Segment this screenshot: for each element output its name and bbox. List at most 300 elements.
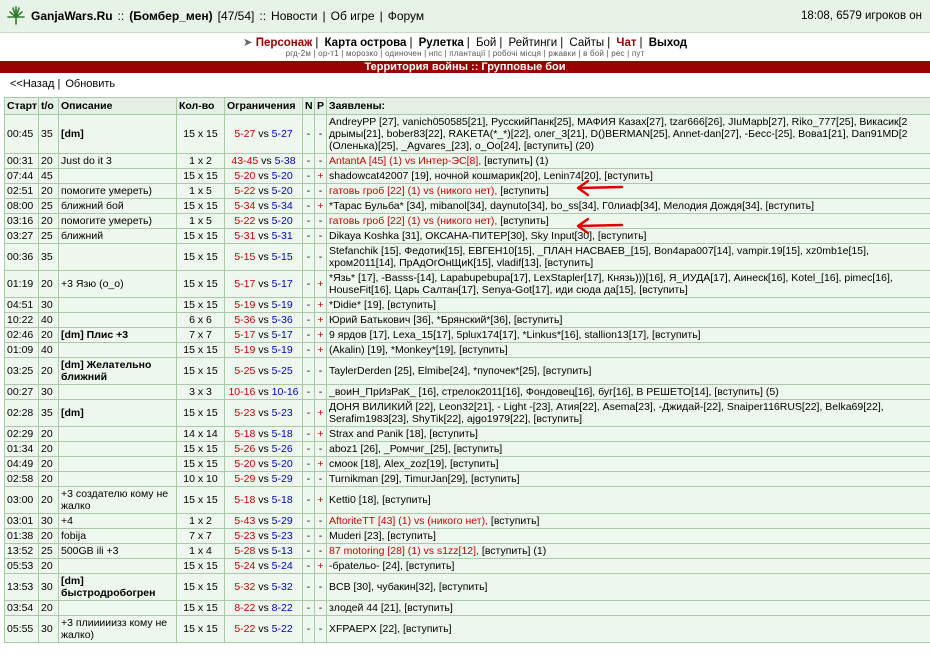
join-link[interactable]: [вступить] xyxy=(387,299,436,311)
limit-team1: 5-18 xyxy=(234,428,256,440)
players-list[interactable]: TaylerDerden [25], Elmibe[24], *пупочек*[25], xyxy=(329,365,540,377)
timeout: 20 xyxy=(39,184,59,199)
level-limits xyxy=(225,199,303,214)
user-level: [47/54] xyxy=(217,9,255,23)
players-cell xyxy=(327,400,930,427)
description xyxy=(59,472,177,487)
players-list[interactable]: _воиН_ПрИзРаК_ [16], стрелок2011[16], Фондовец[16], буг[16], В РЕШЕТО[14], xyxy=(329,386,712,398)
timeout: 30 xyxy=(39,298,59,313)
level-limits xyxy=(225,601,303,616)
start-time: 01:09 xyxy=(5,343,39,358)
team-size: 15 x 15 xyxy=(177,457,225,472)
description: [dm] быстродробогрен xyxy=(59,574,177,601)
flag-p: - xyxy=(315,115,327,154)
table-row xyxy=(5,472,930,487)
flag-n: - xyxy=(303,574,315,601)
limit-team1: 5-22 xyxy=(234,185,256,197)
flag-n: - xyxy=(303,400,315,427)
vs-label: vs xyxy=(258,386,269,398)
team-size: 1 x 4 xyxy=(177,544,225,559)
description: +4 xyxy=(59,514,177,529)
table-row xyxy=(5,229,930,244)
join-link[interactable]: [вступить] xyxy=(542,365,592,377)
join-link[interactable]: [вступить] xyxy=(481,545,531,557)
limit-team1: 8-22 xyxy=(234,602,256,614)
start-time: 03:16 xyxy=(5,214,39,229)
limit-team1: 10-16 xyxy=(228,386,256,398)
players-list[interactable]: Strax and Panik [18], xyxy=(329,428,427,440)
timeout: 20 xyxy=(39,214,59,229)
players-cell xyxy=(327,358,930,385)
join-link[interactable]: [вступить] xyxy=(513,314,563,326)
limit-team2: 5-24 xyxy=(271,560,293,572)
sub-menu[interactable]: ргд-2м | ор-т1 | морозко | одиночен | нпс | плантації | робочі місця | ржавки | в бой | рес | пут xyxy=(285,49,645,58)
flag-p: + xyxy=(315,427,327,442)
players-list[interactable]: BCB [30], чубакин[32], xyxy=(329,581,436,593)
flag-n: - xyxy=(303,154,315,169)
table-row xyxy=(5,616,930,643)
vs-label: vs xyxy=(258,344,269,356)
flag-p: + xyxy=(315,298,327,313)
start-time: 01:34 xyxy=(5,442,39,457)
join-link[interactable]: [вступить] xyxy=(597,230,647,242)
limit-team2: 5-27 xyxy=(271,128,293,140)
players-list[interactable]: Dikaya Koshka [31], ОКСАНА-ПИТЕР[30], Sky Input[30], xyxy=(329,230,595,242)
col-p: P xyxy=(315,98,327,115)
news-link[interactable]: Новости xyxy=(271,9,318,23)
players-cell xyxy=(327,487,930,514)
flag-p: - xyxy=(315,601,327,616)
start-time: 05:55 xyxy=(5,616,39,643)
level-limits xyxy=(225,313,303,328)
players-list[interactable]: *Тарас Бульба* [34], mibanol[34], daynuto[34], bo_ss[34], Г0лиаф[34], Мелодия Дождя[34], xyxy=(329,200,763,212)
start-time: 03:27 xyxy=(5,229,39,244)
level-limits xyxy=(225,514,303,529)
flag-p: + xyxy=(315,559,327,574)
flag-p: + xyxy=(315,199,327,214)
limit-team1: 5-17 xyxy=(234,278,256,290)
limit-team2: 5-13 xyxy=(271,545,293,557)
flag-n: - xyxy=(303,601,315,616)
menu-character[interactable]: Персонаж xyxy=(255,37,313,49)
red-arrow-icon xyxy=(572,216,624,236)
players-cell xyxy=(327,457,930,472)
players-list[interactable]: Turnikman [29], TimurJan[29], xyxy=(329,473,469,485)
timeout: 25 xyxy=(39,229,59,244)
limit-team2: 5-20 xyxy=(271,185,293,197)
players-tail: (1) xyxy=(533,545,547,557)
players-cell xyxy=(327,574,930,601)
start-time: 00:31 xyxy=(5,154,39,169)
players-list[interactable]: гатовь гроб [22] (1) vs (никого нет), xyxy=(329,185,498,197)
menu-sites[interactable]: Сайты xyxy=(569,37,605,49)
timeout: 30 xyxy=(39,514,59,529)
table-header xyxy=(5,98,930,115)
join-link[interactable]: [вступить] xyxy=(484,155,533,167)
flag-n: - xyxy=(303,544,315,559)
description: [dm] Плис +3 xyxy=(59,328,177,343)
limit-team1: 5-26 xyxy=(234,443,256,455)
top-bar xyxy=(0,0,930,33)
flag-p: - xyxy=(315,244,327,271)
players-list[interactable]: злодей 44 [21], xyxy=(329,602,402,614)
vs-label: vs xyxy=(258,560,269,572)
description: fobija xyxy=(59,529,177,544)
flag-n: - xyxy=(303,514,315,529)
limit-team2: 5-20 xyxy=(271,458,293,470)
players-cell xyxy=(327,154,930,169)
vs-label: vs xyxy=(258,128,269,140)
players-list[interactable]: Ketti0 [18], xyxy=(329,494,380,506)
team-size: 15 x 15 xyxy=(177,298,225,313)
join-link[interactable]: [вступить] xyxy=(490,515,540,527)
timeout: 20 xyxy=(39,154,59,169)
flag-n: - xyxy=(303,442,315,457)
limit-team2: 5-17 xyxy=(271,278,293,290)
flag-n: - xyxy=(303,169,315,184)
menu-battle[interactable]: Бой xyxy=(475,37,497,49)
flag-p: + xyxy=(315,487,327,514)
team-size: 15 x 15 xyxy=(177,199,225,214)
flag-n: - xyxy=(303,472,315,487)
menu-chat[interactable]: Чат xyxy=(616,37,637,49)
team-size: 14 x 14 xyxy=(177,427,225,442)
start-time: 07:44 xyxy=(5,169,39,184)
players-list[interactable]: -браtельо- [24], xyxy=(329,560,403,572)
players-list[interactable]: aboz1 [26], _Ромчиг_[25], xyxy=(329,443,451,455)
description: [dm] xyxy=(59,115,177,154)
start-time: 00:45 xyxy=(5,115,39,154)
limit-team1: 5-27 xyxy=(234,128,256,140)
back-link[interactable]: <<Назад xyxy=(10,78,55,90)
players-cell xyxy=(327,271,930,298)
menu-exit[interactable]: Выход xyxy=(648,37,688,49)
vs-label: vs xyxy=(258,623,269,635)
players-cell xyxy=(327,559,930,574)
players-cell xyxy=(327,601,930,616)
level-limits xyxy=(225,343,303,358)
join-link[interactable]: [вступить] xyxy=(459,344,508,356)
table-row xyxy=(5,298,930,313)
timeout: 20 xyxy=(39,601,59,616)
start-time: 04:51 xyxy=(5,298,39,313)
level-limits xyxy=(225,169,303,184)
flag-n: - xyxy=(303,529,315,544)
flag-n: - xyxy=(303,343,315,358)
description xyxy=(59,559,177,574)
join-link[interactable]: [вступить] xyxy=(405,560,455,572)
table-row xyxy=(5,601,930,616)
forum-link[interactable]: Форум xyxy=(387,9,425,23)
col-players: Заявлены: xyxy=(327,98,930,115)
start-time: 08:00 xyxy=(5,199,39,214)
players-cell xyxy=(327,328,930,343)
start-time: 03:25 xyxy=(5,358,39,385)
table-row xyxy=(5,487,930,514)
team-size: 15 x 15 xyxy=(177,229,225,244)
join-link[interactable]: [вступить] xyxy=(438,581,488,593)
team-size: 15 x 15 xyxy=(177,244,225,271)
players-list[interactable]: XFPAEPX [22], xyxy=(329,623,401,635)
main-menu: ➤ Персонаж | Карта острова | Рулетка | Бой | Рейтинги | Сайты | Чат | Выход xyxy=(242,37,688,49)
description: Just do it 3 xyxy=(59,154,177,169)
timeout: 25 xyxy=(39,544,59,559)
level-limits xyxy=(225,358,303,385)
refresh-link[interactable]: Обновить xyxy=(65,78,116,90)
menu-map[interactable]: Карта острова xyxy=(324,37,407,49)
team-size: 1 x 2 xyxy=(177,154,225,169)
username[interactable]: (Бомбер_мен) xyxy=(129,9,213,23)
join-link[interactable]: [вступить] xyxy=(604,170,653,182)
flag-p: - xyxy=(315,529,327,544)
timeout: 35 xyxy=(39,115,59,154)
join-link[interactable]: [вступить] xyxy=(533,413,583,425)
description xyxy=(59,385,177,400)
flag-p: - xyxy=(315,442,327,457)
timeout: 20 xyxy=(39,271,59,298)
start-time: 04:49 xyxy=(5,457,39,472)
players-cell xyxy=(327,313,930,328)
level-limits xyxy=(225,616,303,643)
players-list[interactable]: Юрий Батькович [36], *Брянский*[36], xyxy=(329,314,511,326)
join-link[interactable]: [вступить] xyxy=(404,602,453,614)
players-cell xyxy=(327,427,930,442)
limit-team2: 5-18 xyxy=(271,494,293,506)
players-list[interactable]: *Didie* [19], xyxy=(329,299,385,311)
limit-team1: 5-31 xyxy=(234,230,256,242)
col-to: t/o xyxy=(39,98,59,115)
timeout: 20 xyxy=(39,529,59,544)
join-link[interactable]: [вступить] xyxy=(449,458,499,470)
limit-team1: 5-29 xyxy=(234,473,256,485)
description: помогите умереть) xyxy=(59,214,177,229)
start-time: 02:51 xyxy=(5,184,39,199)
join-link[interactable]: [вступить] xyxy=(500,185,549,197)
vs-label: vs xyxy=(258,278,269,290)
players-list[interactable]: ДОНЯ ВИЛИКИЙ [22], Leon32[21], - Light -[23], Атия[22], Asema[23], -Джидай-[22], Snaiper116RUS[22], Belka69[22], Serafim1983[23], ShyTik[22], ajgo1979[22], xyxy=(329,401,884,425)
join-link[interactable]: [вступить] xyxy=(544,257,594,269)
join-link[interactable]: [вступить] xyxy=(402,623,452,635)
join-link[interactable]: [вступить] xyxy=(765,200,815,212)
timeout: 40 xyxy=(39,313,59,328)
limit-team1: 5-34 xyxy=(234,200,256,212)
join-link[interactable]: [вступить] xyxy=(639,284,688,296)
table-row xyxy=(5,529,930,544)
flag-n: - xyxy=(303,271,315,298)
limit-team2: 5-29 xyxy=(271,473,293,485)
team-size: 15 x 15 xyxy=(177,271,225,298)
vs-label: vs xyxy=(258,185,269,197)
start-time: 03:01 xyxy=(5,514,39,529)
join-link[interactable]: [вступить] xyxy=(714,386,763,398)
level-limits xyxy=(225,442,303,457)
description: [dm] xyxy=(59,400,177,427)
timeout: 30 xyxy=(39,616,59,643)
level-limits xyxy=(225,244,303,271)
header-sep: :: xyxy=(117,9,125,23)
description xyxy=(59,343,177,358)
group-battles-table xyxy=(4,97,930,643)
level-limits xyxy=(225,400,303,427)
timeout: 30 xyxy=(39,574,59,601)
limit-team2: 5-29 xyxy=(271,515,293,527)
players-cell xyxy=(327,472,930,487)
table-row xyxy=(5,559,930,574)
vs-label: vs xyxy=(258,428,269,440)
vs-label: vs xyxy=(258,299,269,311)
limit-team2: 5-25 xyxy=(271,365,293,377)
table-row xyxy=(5,169,930,184)
players-cell xyxy=(327,544,930,559)
players-cell xyxy=(327,529,930,544)
players-cell xyxy=(327,343,930,358)
flag-p: + xyxy=(315,400,327,427)
join-link[interactable]: [вступить] xyxy=(523,140,573,152)
players-list[interactable]: гатовь гроб [22] (1) vs (никого нет), xyxy=(329,215,498,227)
vs-label: vs xyxy=(258,443,269,455)
level-limits xyxy=(225,298,303,313)
players-list[interactable]: AftoriteTT [43] (1) vs (никого нет), xyxy=(329,515,488,527)
limit-team1: 5-43 xyxy=(234,515,256,527)
vs-label: vs xyxy=(258,581,269,593)
limit-team2: 5-15 xyxy=(271,251,293,263)
limit-team2: 5-36 xyxy=(271,314,293,326)
limit-team1: 5-24 xyxy=(234,560,256,572)
timeout: 20 xyxy=(39,559,59,574)
join-link[interactable]: [вступить] xyxy=(652,329,701,341)
col-start: Старт xyxy=(5,98,39,115)
cannabis-leaf-icon xyxy=(6,6,26,26)
players-list[interactable]: *Язь* [17], -Basss-[14], Lapabupebupa[17], LexStapler[17], Князь)))[16], Я_ИУДА[17], Аинеск[16], Kotel_[16], pimec[16], HouseFit[16], Царь Салтан[17], Senya-Got[17], иди сюда да[15], xyxy=(329,272,893,296)
limit-team2: 5-17 xyxy=(271,329,293,341)
flag-p: - xyxy=(315,616,327,643)
limit-team2: 5-19 xyxy=(271,299,293,311)
limit-team2: 5-22 xyxy=(271,623,293,635)
players-list[interactable]: 9 ярдов [17], Lexa_15[17], 5plux174[17], *Linkus*[16], stallion13[17], xyxy=(329,329,650,341)
join-link[interactable]: [вступить] xyxy=(429,428,478,440)
limit-team1: 5-20 xyxy=(234,170,256,182)
table-row xyxy=(5,244,930,271)
table-row xyxy=(5,514,930,529)
players-list[interactable]: Stefanchik [15], Федотик[15], ЕВГЕН10[15], _ПЛАН НАСВАЕВ_[15], Bon4apa007[14], vampir.19[15], xz0mb1e[15], хром2011[14], ПрАдОгОнЩиК[15], vladif[13], xyxy=(329,245,869,269)
menu-roulette[interactable]: Рулетка xyxy=(418,37,464,49)
limit-team1: 5-28 xyxy=(234,545,256,557)
flag-n: - xyxy=(303,385,315,400)
level-limits xyxy=(225,544,303,559)
start-time: 03:00 xyxy=(5,487,39,514)
flag-p: + xyxy=(315,328,327,343)
menu-ratings[interactable]: Рейтинги xyxy=(508,37,558,49)
start-time: 00:27 xyxy=(5,385,39,400)
players-list[interactable]: Muderi [23], xyxy=(329,530,385,542)
description: помогите умереть) xyxy=(59,184,177,199)
flag-p: + xyxy=(315,457,327,472)
start-time: 02:58 xyxy=(5,472,39,487)
limit-team1: 43-45 xyxy=(231,155,259,167)
players-list[interactable]: смоок [18], Alex_zoz[19], xyxy=(329,458,448,470)
flag-p: + xyxy=(315,271,327,298)
description: +3 плииииизз кому не жалко) xyxy=(59,616,177,643)
team-size: 15 x 15 xyxy=(177,169,225,184)
players-list[interactable]: 87 motoring [28] (1) vs s1zz[12], xyxy=(329,545,479,557)
timeout: 25 xyxy=(39,199,59,214)
players-list[interactable]: shadowcat42007 [19], ночной кошмарик[20], Lenin74[20], xyxy=(329,170,602,182)
players-list[interactable]: (Akalin) [19], *Monkey*[19], xyxy=(329,344,457,356)
level-limits xyxy=(225,115,303,154)
description xyxy=(59,313,177,328)
join-link[interactable]: [вступить] xyxy=(471,473,520,485)
start-time: 02:29 xyxy=(5,427,39,442)
players-list[interactable]: AntantA [45] (1) vs Интер-ЭС[8], xyxy=(329,155,482,167)
flag-n: - xyxy=(303,559,315,574)
join-link[interactable]: [вступить] xyxy=(500,215,549,227)
join-link[interactable]: [вступить] xyxy=(382,494,431,506)
flag-n: - xyxy=(303,199,315,214)
join-link[interactable]: [вступить] xyxy=(387,530,436,542)
red-arrow-icon xyxy=(572,178,624,198)
timeout: 30 xyxy=(39,385,59,400)
flag-p: - xyxy=(315,385,327,400)
flag-p: - xyxy=(315,574,327,601)
players-cell xyxy=(327,244,930,271)
level-limits xyxy=(225,457,303,472)
description: +3 Язю (о_о) xyxy=(59,271,177,298)
vs-label: vs xyxy=(258,314,269,326)
limit-team2: 10-16 xyxy=(271,386,299,398)
table-row xyxy=(5,154,930,169)
col-n: N xyxy=(303,98,315,115)
table-row xyxy=(5,358,930,385)
flag-p: - xyxy=(315,229,327,244)
team-size: 6 x 6 xyxy=(177,313,225,328)
limit-team2: 8-22 xyxy=(271,602,293,614)
level-limits xyxy=(225,271,303,298)
team-size: 1 x 5 xyxy=(177,214,225,229)
table-row xyxy=(5,442,930,457)
start-time: 01:19 xyxy=(5,271,39,298)
flag-p: + xyxy=(315,169,327,184)
level-limits xyxy=(225,487,303,514)
vs-label: vs xyxy=(258,602,269,614)
team-size: 15 x 15 xyxy=(177,601,225,616)
players-cell xyxy=(327,229,930,244)
table-row xyxy=(5,214,930,229)
team-size: 15 x 15 xyxy=(177,358,225,385)
timeout: 45 xyxy=(39,169,59,184)
limit-team2: 5-23 xyxy=(271,530,293,542)
flag-p: - xyxy=(315,472,327,487)
players-cell xyxy=(327,616,930,643)
team-size: 15 x 15 xyxy=(177,442,225,457)
vs-label: vs xyxy=(258,200,269,212)
level-limits xyxy=(225,559,303,574)
join-link[interactable]: [вступить] xyxy=(453,443,503,455)
table-row xyxy=(5,313,930,328)
site-link[interactable]: GanjaWars.Ru xyxy=(31,9,113,23)
players-list[interactable]: AndreyPP [27], vanich050585[21], РусскийПанк[25], МАФИЯ Казах[27], tzar666[26], JIuMapb[27], Riko_777[25], Викасик[2 дрымы[21], bober83[22], RAKETA(*_*)[22], олег_3[21], D()BERMAN[25], Annet-dan[27], -Бесс-[25], Вова1[21], Dan91MD[2 (Оленька)[25], _Agvares_[23], o_Oo[24], xyxy=(329,116,908,152)
timeout: 20 xyxy=(39,442,59,457)
limit-team2: 5-20 xyxy=(271,170,293,182)
table-row xyxy=(5,271,930,298)
players-cell xyxy=(327,514,930,529)
level-limits xyxy=(225,328,303,343)
flag-n: - xyxy=(303,328,315,343)
team-size: 10 x 10 xyxy=(177,472,225,487)
col-limits: Ограничения xyxy=(225,98,303,115)
flag-n: - xyxy=(303,229,315,244)
about-link[interactable]: Об игре xyxy=(330,9,375,23)
vs-label: vs xyxy=(258,170,269,182)
